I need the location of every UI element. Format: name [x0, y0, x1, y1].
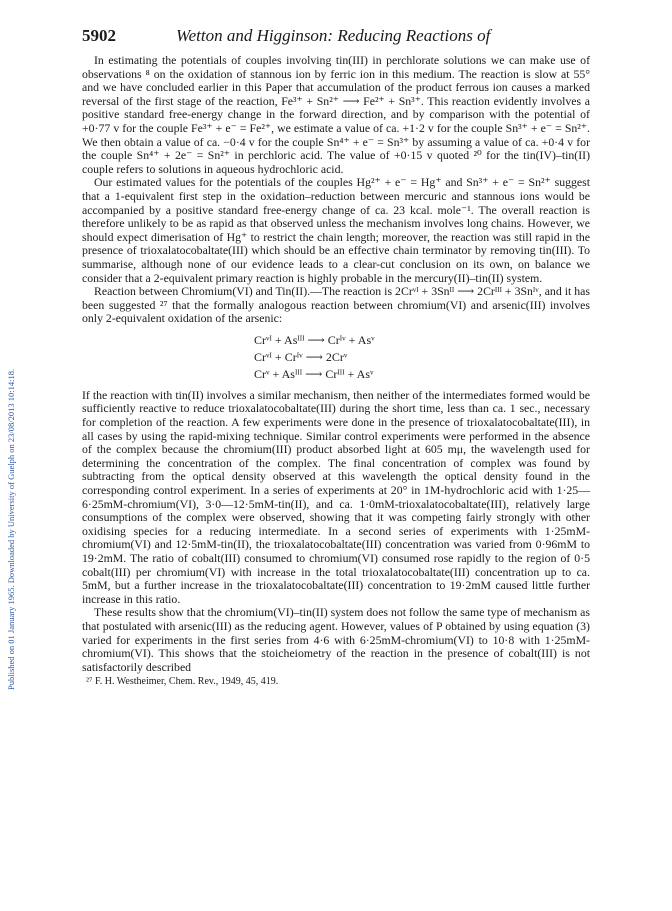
running-title: Wetton and Higginson: Reducing Reactions of [176, 26, 491, 45]
footnote-27: ²⁷ F. H. Westheimer, Chem. Rev., 1949, 45, 419. [86, 676, 279, 688]
equation-block [254, 332, 590, 383]
page-number: 5902 [82, 26, 116, 45]
paragraph-mercury-tin: Our estimated values for the potentials of the couples Hg²⁺ + e⁻ = Hg⁺ and Sn³⁺ + e⁻ = Sn²⁺ suggest that a 1-equivalent first step in the oxidation–reduction between mercuric and stannous ions would be accompanied by a positive standard free-energy change of ca. 23 kcal. mole⁻¹. The overall reaction is therefore unlikely to be as rapid as that observed unless the mechanism involves long chains. However, we should expect dimerisation of Hg⁺ to restrict the chain length; moreover, the reaction was still rapid in the presence of trioxalatocobaltate(III) which should be an effective chain terminator by removing tin(III). To summarise, although none of our evidence leads to a clear-cut conclusion on its own, on balance we consider that a 2-equivalent primary reaction is highly probable in the mercury(II)–tin(II) system. [82, 175, 590, 285]
paragraph-experiments: If the reaction with tin(II) involves a similar mechanism, then neither of the intermediates formed would be sufficiently reactive to reduce trioxalatocobaltate(III) during the short time, less than ca. 1 sec., necessary for completion of the reaction. A few experiments were done in the presence of trioxalatocobaltate(III), in all cases by using the rapid-mixing technique. Similar control experiments were performed in the absence of the complex because the chromium(III) product absorbed light at 605 mμ, the wavelength used for determining the concentration of the complex. The final concentration of complex was found by subtracting from the optical density observed at this wavelength the optical density found in the corresponding control experiment. In a series of experiments at 20° in 1M-hydrochloric acid with 1·25—6·25mM-chromium(VI), 3·0—12·5mM-tin(II), and ca. 1·0mM-trioxalatocobaltate(III), relatively large consumptions of the complex were observed, showing that it was competing fairly strongly with other oxidising species for a reducing intermediate. In a second series of experiments with 1·25mM-chromium(VI) and 12·5mM-tin(II), the trioxalatocobaltate(III) concentration was varied from 0·96mM to 19·2mM. The ratio of cobalt(III) consumed to chromium(VI) consumed rose rapidly to the region of 0·5 cobalt(III) per chromium(VI) with increase in the total trioxalatocobaltate(III) concentration up to ca. 5mM, but a further increase in the trioxalatocobaltate(III) concentration to 19·2mM caused little further increase in this ratio. [82, 387, 590, 606]
paragraph-tin-potentials: In estimating the potentials of couples involving tin(III) in perchlorate solutions we can make use of observations ⁸ on the oxidation of stannous ion by ferric ion in this medium. The reaction is slow at 55° and we have concluded earlier in this Paper that accumulation of the product ferrous ion causes a marked reversal of the first stage of the reaction, Fe³⁺ + Sn²⁺ ⟶ Fe²⁺ + Sn³⁺. This reaction evidently involves a positive standard free-energy change in the forward direction, and by comparison with the potential of +0·77 v for the couple Fe³⁺ + e⁻ = Fe²⁺, we estimate a value of ca. +1·2 v for the couple Sn³⁺ + e⁻ = Sn²⁺. We then obtain a value of ca. −0·4 v for the couple Sn⁴⁺ + e⁻ = Sn³⁺ by assuming a value of ca. +0·4 v for the couple Sn⁴⁺ + 2e⁻ = Sn²⁺ in perchloric acid. The value of +0·15 v quoted ²⁰ for the tin(IV)–tin(II) couple refers to solutions in aqueous hydrochloric acid. [82, 53, 590, 176]
equation-2: Crᵛᴵ + Crᴵᵛ ⟶ 2Crᵛ [254, 349, 348, 364]
paragraph-chromium-tin-intro: Reaction between Chromium(VI) and Tin(II).—The reaction is 2Crᵛᴵ + 3Snᴵᴵ ⟶ 2Crᴵᴵᴵ + 3Snᴵᵛ, and it has been suggested ²⁷ that the formally analogous reaction between chromium(VI) and arsenic(III) involves only 2-equivalent oxidation of the arsenic: [82, 284, 590, 326]
download-watermark [6, 150, 20, 690]
page-header [82, 26, 590, 48]
journal-page [82, 26, 590, 688]
paragraph-results: These results show that the chromium(VI)–tin(II) system does not follow the same type of mechanism as that postulated with arsenic(III) as the reducing agent. However, values of P obtained by using equation (3) varied for experiments in the first series from 4·6 with 6·25mM-chromium(VI) to 10·8 with 1·25mM-chromium(VI). This shows that the stoicheiometry of the reaction in the presence of cobalt(III) is not satisfactorily described [82, 605, 590, 674]
watermark-text: Published on 01 January 1965. Downloaded by University of Guelph on 23/08/2013 10:14:18. [6, 368, 16, 690]
equation-1: Crᵛᴵ + Asᴵᴵᴵ ⟶ Crᴵᵛ + Asᵛ [254, 332, 375, 347]
equation-3: Crᵛ + Asᴵᴵᴵ ⟶ Crᴵᴵᴵ + Asᵛ [254, 366, 374, 381]
